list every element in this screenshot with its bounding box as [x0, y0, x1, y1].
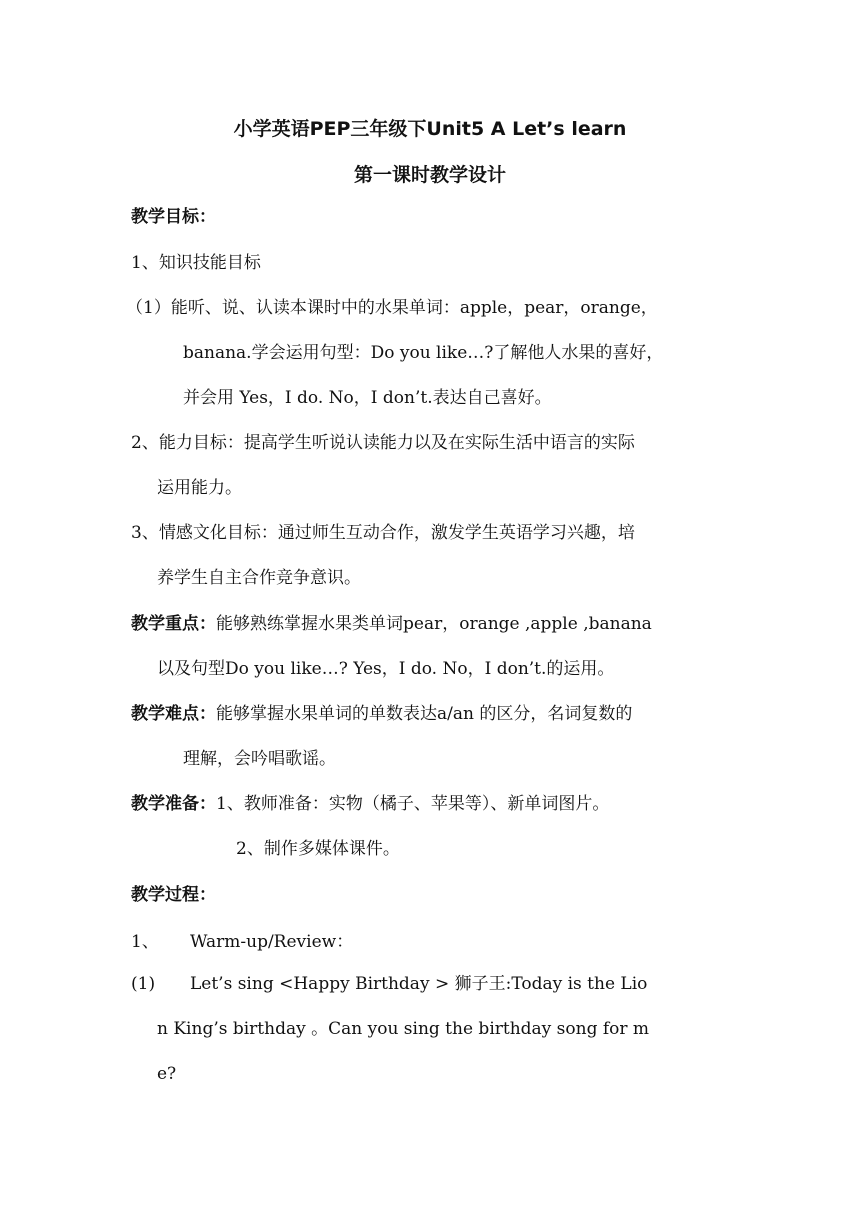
difficulties-line-1	[131, 703, 632, 725]
process-heading: 教学过程：	[131, 885, 216, 905]
key-points-line-2: 以及句型Do you like…? Yes，I do. No，I don’t.的运用。	[157, 659, 615, 679]
objective-1-line-2: banana.学会运用句型：Do you like…?了解他人水果的喜好，	[183, 343, 664, 363]
difficulties-text: 能够掌握水果单词的单数表达a/an 的区分，名词复数的	[216, 704, 633, 724]
preparation-line-2: 2、制作多媒体课件。	[236, 839, 400, 859]
key-points-line-1	[131, 613, 652, 635]
substep-1-number: (1)	[131, 974, 156, 994]
objective-1-line-1: （1）能听、说、认读本课时中的水果单词：apple，pear，orange，	[126, 298, 658, 318]
objective-3-line-1: 3、情感文化目标：通过师生互动合作，激发学生英语学习兴趣，培	[131, 523, 635, 543]
substep-1-line-3: e?	[157, 1064, 177, 1084]
document-title: 小学英语PEP三年级下Unit5 A Let’s learn	[233, 118, 627, 140]
substep-1-line-1: Let’s sing <Happy Birthday > 狮子王:Today is the Lio	[190, 974, 648, 994]
key-points-text: 能够熟练掌握水果类单词pear，orange ,apple ,banana	[216, 614, 652, 634]
preparation-text: 1、教师准备：实物（橘子、苹果等）、新单词图片。	[216, 794, 610, 814]
objective-1-line-3: 并会用 Yes，I do. No，I don’t.表达自己喜好。	[183, 388, 552, 408]
difficulties-line-2: 理解，会吟唱歌谣。	[183, 749, 336, 769]
difficulties-label: 教学难点：	[131, 704, 216, 724]
document-subtitle: 第一课时教学设计	[353, 164, 506, 186]
objective-2-line-1: 2、能力目标：提高学生听说认读能力以及在实际生活中语言的实际	[131, 433, 635, 453]
substep-1-line-2: n King’s birthday 。Can you sing the birthday song for m	[157, 1019, 650, 1039]
objectives-heading: 教学目标：	[131, 207, 216, 227]
objective-2-line-2: 运用能力。	[157, 478, 242, 498]
preparation-label: 教学准备：	[131, 794, 216, 814]
objective-3-line-2: 养学生自主合作竞争意识。	[157, 568, 361, 588]
step-1-number: 1、	[131, 932, 159, 952]
key-points-label: 教学重点：	[131, 614, 216, 634]
objective-1-heading: 1、知识技能目标	[131, 253, 261, 273]
step-1-text: Warm-up/Review：	[190, 932, 354, 952]
preparation-line-1	[131, 793, 609, 815]
